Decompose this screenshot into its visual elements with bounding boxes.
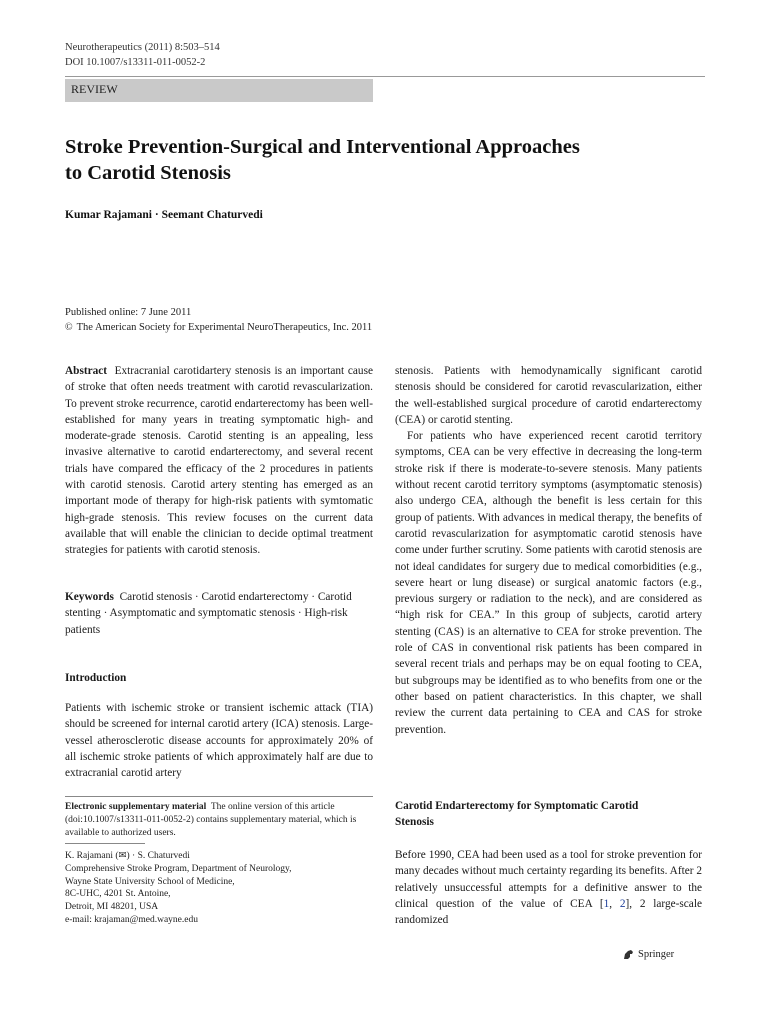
- abstract-label: Abstract: [65, 365, 108, 377]
- copyright-text: The American Society for Experimental NeuroTherapeutics, Inc. 2011: [76, 322, 373, 333]
- paragraph-3-start: Before 1990, CEA had been used as a tool for stroke prevention for many decades without much certainty regarding its benefits. After 2 relatively unsuccessful attempts for a definitive answer to the clinical question of the value of CEA [: [395, 849, 702, 910]
- publication-info: [65, 305, 372, 335]
- publisher-logo: [622, 948, 674, 961]
- citation-link-2[interactable]: 2: [619, 897, 626, 910]
- affiliation-names: K. Rajamani (✉) · S. Chaturvedi: [65, 851, 190, 861]
- published-date: Published online: 7 June 2011: [65, 307, 192, 318]
- author-list: Kumar Rajamani · Seemant Chaturvedi: [65, 209, 263, 221]
- journal-header: [65, 40, 220, 70]
- title-line-1: Stroke Prevention-Surgical and Interventional Approaches: [65, 136, 580, 158]
- section-heading-cea: [395, 798, 702, 831]
- affiliation-line: Wayne State University School of Medicine,: [65, 876, 235, 887]
- affiliation-line: Comprehensive Stroke Program, Department of Neurology,: [65, 863, 292, 874]
- abstract-text: Extracranial carotidartery stenosis is an important cause of stroke that often needs treatment with carotid revascularization. To prevent stroke recurrence, carotid endarterectomy has been well-established for many years in treating symptomatic high- and moderate-grade stenosis. Carotid stenting is an appealing, less invasive alternative to carotid endarterectomy, and several recent trials have compared the efficacy of the 2 procedures in patients with carotid stenosis. Carotid artery stenting has emerged as an important mode of therapy for high-risk patients with symtomatic high-grade stenosis. This review focuses on the current data available that will enable the clinician to decide optimal treatment strategies for patients with carotid stenosis.: [65, 365, 373, 557]
- section-label-band: [65, 79, 373, 102]
- right-paragraph-2: For patients who have experienced recent carotid territory symptoms, CEA can be very effective in decreasing the long-term stroke risk if there is moderate-to-severe stenosis. Many patients without recent carotid territory symptoms (asymptomatic stenosis) also undergo CEA, although the benefit is less certain for this group of patients. With advances in medical therapy, the benefits of carotid revascularization for asymptomatic carotid stenosis have come under further scrutiny. Some patients with carotid stenosis are not ideal candidates for surgery due to medical comorbidities (e.g., severe heart or lung disease) or surgical anatomic factors (e.g., previous surgery or radiation to the neck), and are considered as “high risk for CEA.” In this group of subjects, carotid artery stenting (CAS) is an alternative to CEA for stroke prevention. The role of CAS in conventional risk patients has been compared in several recent trials and perhaps may be on equal footing to CEA, but subgroups may be identified as to who benefits from one or the other based on patient characteristics. In this chapter, we shall review the current data pertaining to CEA and CAS for stroke prevention.: [395, 430, 702, 736]
- right-column-intro: [395, 363, 702, 738]
- affiliation-line: Detroit, MI 48201, USA: [65, 902, 159, 913]
- esm-text: The online version of this article (doi:10.1007/s13311-011-0052-2) contains supplementary material, which is available to authorized users.: [65, 802, 357, 838]
- springer-horse-icon: [622, 948, 635, 961]
- right-paragraph-1: stenosis. Patients with hemodynamically significant carotid stenosis should be considered for carotid revascularization, either the well-established surgical procedure of carotid endarterectomy (CEA) or carotid stenting.: [395, 365, 702, 426]
- keywords-text: Carotid stenosis · Carotid endarterectomy · Carotid stenting · Asymptomatic and symptomatic stenosis · High-risk patients: [65, 591, 352, 636]
- affiliation-block: [65, 850, 373, 927]
- header-rule: [65, 76, 705, 77]
- paragraph-3-end: ], 2 large-scale randomized: [395, 897, 702, 927]
- introduction-block: [65, 700, 373, 781]
- section-heading-line-1: Carotid Endarterectomy for Symptomatic Carotid: [395, 800, 639, 812]
- keywords-block: [65, 589, 373, 638]
- right-paragraph-3: [395, 847, 702, 928]
- citation-link-1[interactable]: 1: [603, 897, 610, 910]
- affiliation-line: 8C-UHC, 4201 St. Antoine,: [65, 889, 171, 900]
- copyright-line: [65, 320, 372, 335]
- section-label: REVIEW: [71, 82, 118, 96]
- journal-citation: Neurotherapeutics (2011) 8:503–514: [65, 42, 220, 53]
- citation-separator: ,: [609, 897, 620, 910]
- doi-line: DOI 10.1007/s13311-011-0052-2: [65, 57, 206, 68]
- publisher-name: Springer: [638, 949, 675, 960]
- esm-note: [65, 801, 373, 839]
- footnote-rule: [65, 796, 373, 797]
- introduction-heading: Introduction: [65, 672, 127, 684]
- abstract-block: [65, 363, 373, 559]
- introduction-text: Patients with ischemic stroke or transient ischemic attack (TIA) should be screened for internal carotid artery (ICA) stenosis. Large-vessel atherosclerotic disease accounts for approximately 20% of all ischemic stroke patients of which approximately half are due to extracranial carotid artery: [65, 702, 373, 780]
- esm-label: Electronic supplementary material: [65, 802, 207, 812]
- author-email: e-mail: krajaman@med.wayne.edu: [65, 914, 198, 925]
- affiliation-rule: [65, 843, 145, 844]
- keywords-label: Keywords: [65, 591, 114, 603]
- copyright-icon: ©: [65, 322, 73, 333]
- article-title: [65, 134, 705, 186]
- section-heading-line-2: Stenosis: [395, 816, 434, 829]
- title-line-2: to Carotid Stenosis: [65, 162, 231, 184]
